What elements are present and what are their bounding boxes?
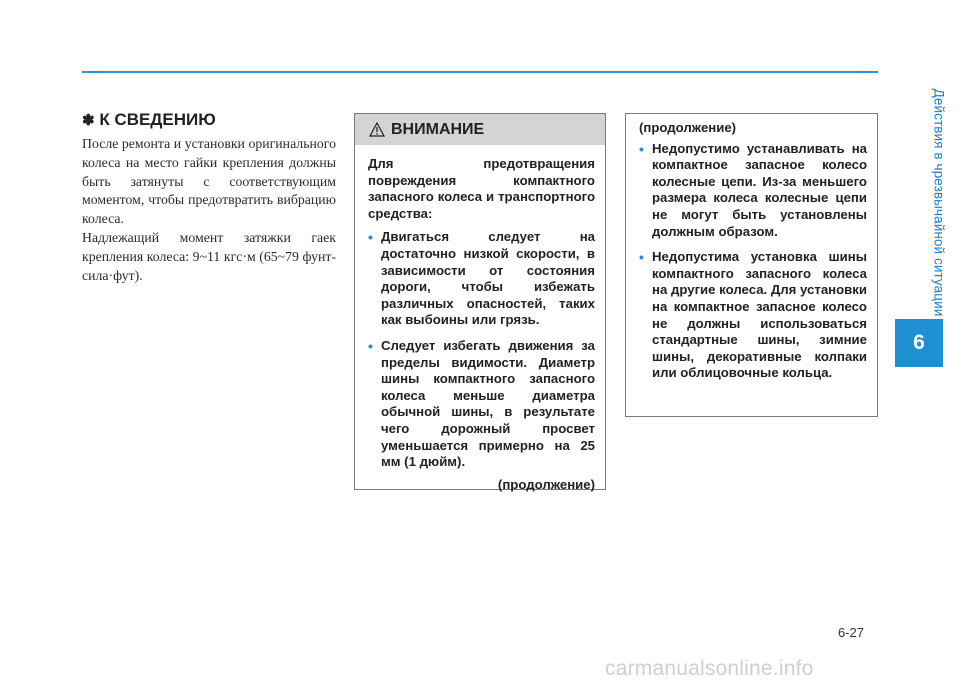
warning-triangle-icon xyxy=(369,122,385,137)
bullet-icon: • xyxy=(639,140,644,157)
bullet-icon: • xyxy=(368,229,373,246)
warning-box xyxy=(354,113,606,490)
note-paragraph: После ремонта и установки оригинального колеса на место гайки крепления должны быть затянуты с соответствующим моментом, чтобы предотвратить вибрацию колеса. xyxy=(82,136,336,227)
list-item: • Недопустима установка шины компактного запасного колеса на другие колеса. Для установки на компактное запасное колесо не должны использоваться стандартные шины, зимние шины, декоративные колпаки или облицовочные кольца. xyxy=(639,249,867,381)
top-divider xyxy=(82,71,878,73)
note-paragraph: Надлежащий момент затяжки гаек крепления колеса: 9~11 кгс·м (65~79 фунт-сила·фут). xyxy=(82,229,336,283)
continued-label: (продолжение) xyxy=(497,476,595,492)
warning-continued-body xyxy=(626,114,877,382)
warning-intro: Для предотвращения повреждения компактного запасного колеса и транспортного средства: xyxy=(368,156,595,221)
warning-title: ВНИМАНИЕ xyxy=(391,120,485,138)
continued-heading: (продолжение) xyxy=(639,120,737,135)
list-item: • Двигаться следует на достаточно низкой скорости, в зависимости от состояния дороги, чтобы избежать различных опасностей, таких как выбоины или грязь. xyxy=(368,229,595,328)
asterisk-icon: ✽ xyxy=(82,112,95,129)
watermark: carmanualsonline.info xyxy=(605,657,814,680)
warning-body xyxy=(355,145,605,493)
chapter-tab[interactable] xyxy=(895,319,943,367)
list-item: • Следует избегать движения за пределы видимости. Диаметр шины компактного запасного колеса меньше диаметра обычной шины, в результате чего дорожный просвет уменьшается примерно на 25 мм (1 дюйм). xyxy=(368,337,595,470)
bullet-icon: • xyxy=(368,337,373,354)
section-title-vertical xyxy=(915,72,960,332)
section-title: Действия в чрезвычайной ситуации xyxy=(931,88,947,316)
warning-continued-list xyxy=(639,141,867,382)
list-item: • Недопустимо устанавливать на компактное запасное колесо колесные цепи. Из-за меньшего размера колеса колесные цепи не могут быть установлены должным образом. xyxy=(639,140,867,239)
note-heading xyxy=(82,110,336,130)
warning-continued-box xyxy=(625,113,878,417)
warning-list xyxy=(368,229,595,470)
chapter-number: 6 xyxy=(913,331,925,354)
info-note xyxy=(82,110,336,285)
note-title: К СВЕДЕНИЮ xyxy=(99,110,216,129)
page-number: 6-27 xyxy=(838,625,865,640)
warning-header xyxy=(355,114,605,145)
bullet-icon: • xyxy=(639,249,644,266)
